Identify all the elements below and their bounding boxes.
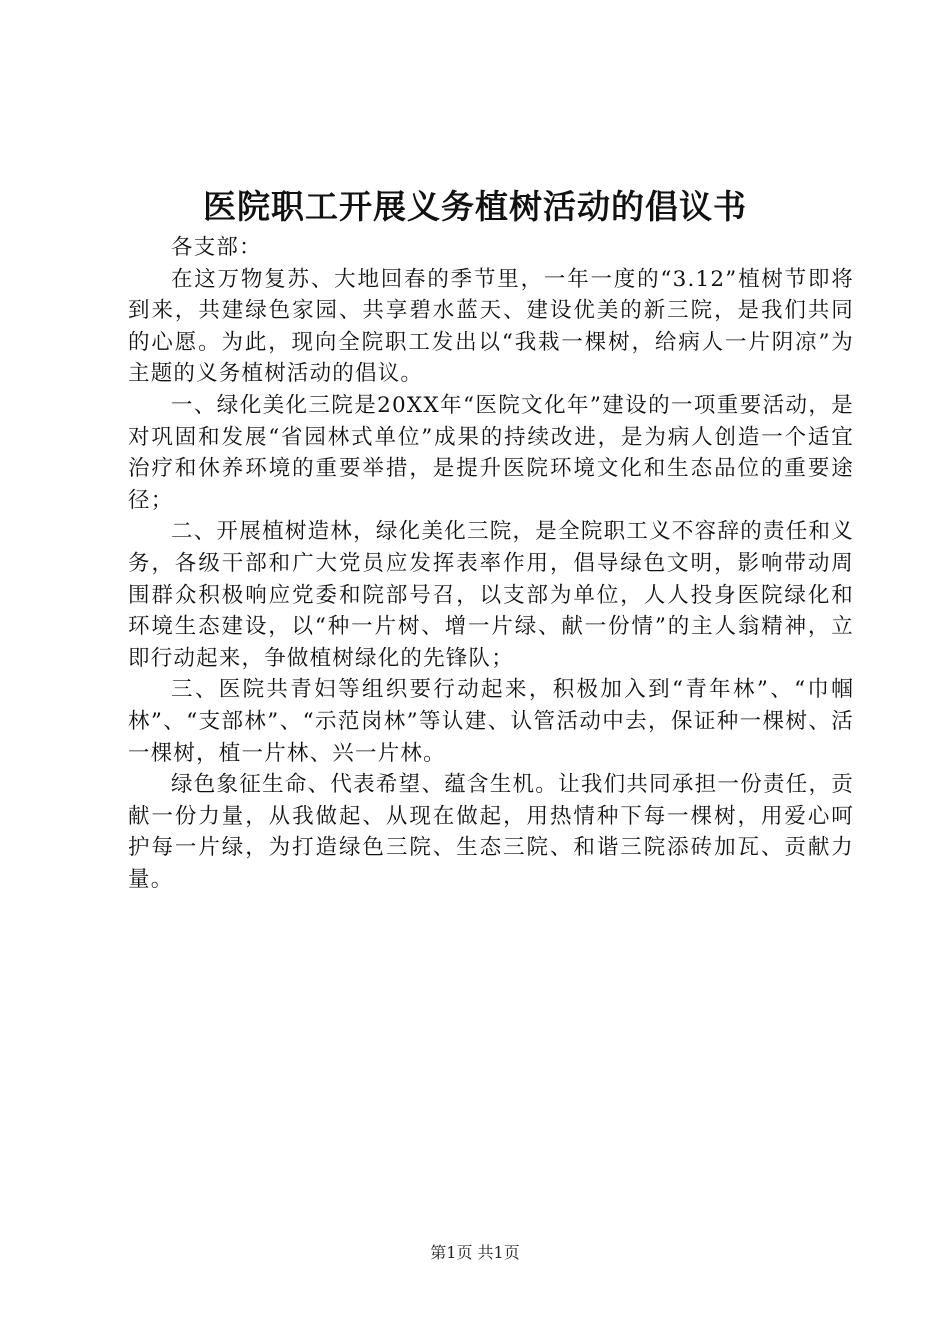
paragraph-point-three: 三、医院共青妇等组织要行动起来，积极加入到“青年林”、“巾帼林”、“支部林”、“示范岗林”等认建、认管活动中去，保证种一棵树、活一棵树，植一片林、兴一片林。 — [128, 677, 854, 766]
paragraph-point-one: 一、绿化美化三院是20XX年“医院文化年”建设的一项重要活动，是对巩固和发展“省园林式单位”成果的持续改进，是为病人创造一个适宜治疗和休养环境的重要举措，是提升医院环境文化和生态品位的重要途径； — [128, 392, 854, 513]
page-footer: 第1页 共1页 — [430, 1243, 520, 1262]
paragraph-intro: 在这万物复苏、大地回春的季节里，一年一度的“3.12”植树节即将到来，共建绿色家园、共享碧水蓝天、建设优美的新三院，是我们共同的心愿。为此，现向全院职工发出以“我栽一棵树，给病人一片阴凉”为主题的义务植树活动的倡议。 — [128, 266, 854, 387]
paragraph-point-two: 二、开展植树造林，绿化美化三院，是全院职工义不容辞的责任和义务，各级干部和广大党员应发挥表率作用，倡导绿色文明，影响带动周围群众积极响应党委和院部号召，以支部为单位，人人投身医院绿化和环境生态建设，以“种一片树、增一片绿、献一份情”的主人翁精神，立即行动起来，争做植树绿化的先锋队； — [128, 519, 854, 671]
document-body — [128, 232, 854, 895]
paragraph-closing: 绿色象征生命、代表希望、蕴含生机。让我们共同承担一份责任，贡献一份力量，从我做起、从现在做起，用热情种下每一棵树，用爱心呵护每一片绿，为打造绿色三院、生态三院、和谐三院添砖加瓦、贡献力量。 — [128, 772, 854, 892]
document-title: 医院职工开展义务植树活动的倡议书 — [203, 187, 747, 226]
salutation: 各支部： — [171, 235, 262, 260]
